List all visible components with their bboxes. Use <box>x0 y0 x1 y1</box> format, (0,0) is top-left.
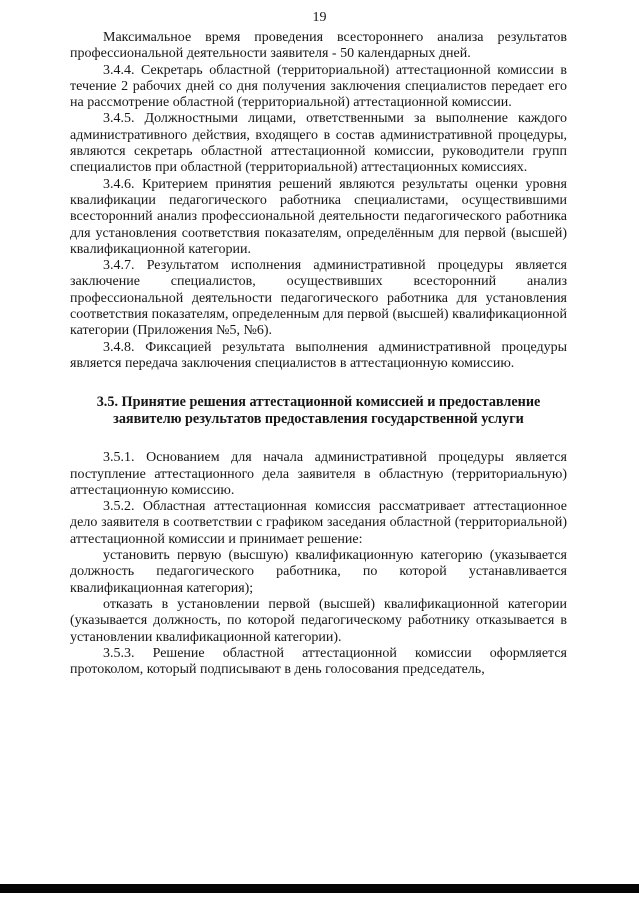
scan-bottom-border <box>0 884 639 893</box>
spacer <box>70 372 567 394</box>
section-heading-3-5: 3.5. Принятие решения аттестационной комиссией и предоставление заявителю результатов предоставления государственной услуги <box>96 394 541 428</box>
paragraph-3-5-1: 3.5.1. Основанием для начала административной процедуры является поступление аттестационного дела заявителя в областную (территориальную) аттестационную комиссию. <box>70 450 567 498</box>
paragraph-3-4-7: 3.4.7. Результатом исполнения административной процедуры является заключение специалистов, осуществивших всесторонний анализ профессиональной деятельности педагогического работника для установления соответствия показателям, определенным для первой (высшей) квалификационной категории (Приложения №5, №6). <box>70 258 567 339</box>
paragraph-3-4-8: 3.4.8. Фиксацией результата выполнения административной процедуры является передача заключения специалистов в аттестационную комиссию. <box>70 339 567 371</box>
paragraph-3-4-4: 3.4.4. Секретарь областной (территориальной) аттестационной комиссии в течение 2 рабочих дней со дня получения заключения специалистов передает его на рассмотрение областной (территориальной) аттестационной комиссии. <box>70 62 567 111</box>
page-number: 19 <box>312 10 327 25</box>
paragraph-3-5-2: 3.5.2. Областная аттестационная комиссия рассматривает аттестационное дело заявителя в соответствии с графиком заседания областной (территориальной) аттестационной комиссии и принимает решение: <box>70 499 567 547</box>
paragraph-max-time: Максимальное время проведения всестороннего анализа результатов профессиональной деятельности заявителя - 50 календарных дней. <box>70 30 567 62</box>
spacer <box>70 428 567 450</box>
paragraph-3-4-5: 3.4.5. Должностными лицами, ответственными за выполнение каждого административного действия, входящего в состав административной процедуры, являются секретарь областной аттестационной комиссии, руководители групп специалистов при областной (территориальной) аттестационных комиссиях. <box>70 111 567 176</box>
document-body <box>70 30 567 678</box>
paragraph-decision-refuse: отказать в установлении первой (высшей) квалификационной категории (указывается должность, по которой педагогическому работнику отказывается в установлении квалификационной категории). <box>70 596 567 645</box>
paragraph-3-5-3: 3.5.3. Решение областной аттестационной комиссии оформляется протоколом, который подписывают в день голосования председатель, <box>70 645 567 678</box>
paragraph-decision-grant: установить первую (высшую) квалификационную категорию (указывается должность педагогического работника, по которой устанавливается квалификационная категория); <box>70 548 567 596</box>
paragraph-3-4-6: 3.4.6. Критерием принятия решений являются результаты оценки уровня квалификации педагогического работника специалистами, осуществившими всесторонний анализ профессиональной деятельности педагогического работника для установления соответствия показателям, определённым для первой (высшей) квалификационной категории. <box>70 176 567 257</box>
